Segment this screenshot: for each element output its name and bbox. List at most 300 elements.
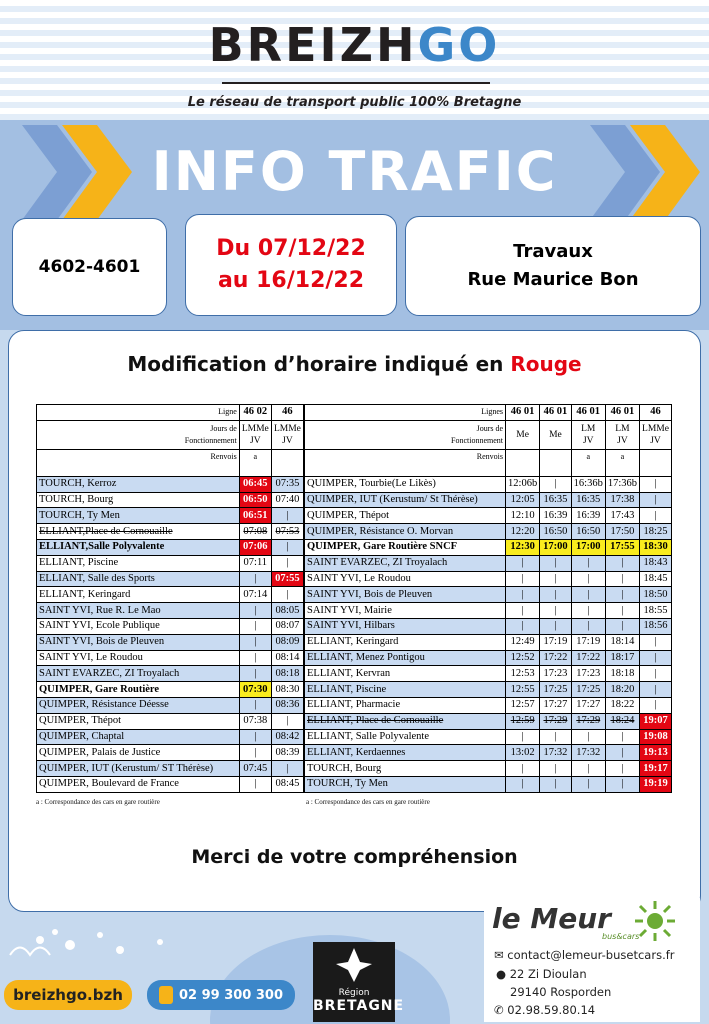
stop-name: TOURCH, Kerroz bbox=[37, 476, 240, 492]
departure-time: | bbox=[640, 508, 672, 524]
days-of-operation bbox=[239, 420, 271, 449]
departure-time: 17:36b bbox=[605, 476, 639, 492]
stop-name: QUIMPER, Chaptal bbox=[37, 729, 240, 745]
departure-time: | bbox=[640, 476, 672, 492]
departure-time: 16:50 bbox=[540, 524, 571, 540]
stop-name: ELLIANT,Place de Cornouaille bbox=[37, 524, 240, 540]
departure-time: | bbox=[605, 761, 639, 777]
reason-line2: Rue Maurice Bon bbox=[467, 269, 639, 290]
departure-time: | bbox=[239, 776, 271, 792]
timetable-row bbox=[37, 508, 304, 524]
departure-time: 13:02 bbox=[506, 745, 540, 761]
departure-time: 12:52 bbox=[506, 650, 540, 666]
departure-time: | bbox=[540, 618, 571, 634]
region-small: Région bbox=[338, 988, 370, 998]
breizhgo-logo: BREIZHGO bbox=[208, 18, 501, 72]
lines-text: 4602-4601 bbox=[38, 257, 141, 277]
logo-underline bbox=[222, 82, 490, 84]
departure-time: | bbox=[540, 603, 571, 619]
timetable-row bbox=[305, 587, 672, 603]
departure-time: | bbox=[239, 603, 271, 619]
stop-name: SAINT YVI, Le Roudou bbox=[305, 571, 506, 587]
departure-time: | bbox=[506, 587, 540, 603]
timetable-row bbox=[37, 745, 304, 761]
departure-time: 12:30 bbox=[506, 539, 540, 555]
departure-time: | bbox=[571, 587, 605, 603]
right-footnote: a : Correspondance des cars en gare routière bbox=[306, 798, 430, 806]
departure-time: | bbox=[239, 634, 271, 650]
info-trafic-title: INFO TRAFIC bbox=[151, 140, 558, 203]
departure-time: 19:17 bbox=[640, 761, 672, 777]
timetable-row bbox=[305, 634, 672, 650]
departure-time: 18:55 bbox=[640, 603, 672, 619]
timetable-row bbox=[37, 603, 304, 619]
departure-time: 08:07 bbox=[271, 618, 303, 634]
timetable-row bbox=[305, 682, 672, 698]
departure-time: 08:42 bbox=[271, 729, 303, 745]
departure-time: | bbox=[506, 571, 540, 587]
departure-time: | bbox=[540, 761, 571, 777]
departure-time: | bbox=[506, 555, 540, 571]
address-row bbox=[496, 967, 587, 981]
stop-name: SAINT YVI, Bois de Pleuven bbox=[305, 587, 506, 603]
departure-time: 07:40 bbox=[271, 492, 303, 508]
line-number: 46 01 bbox=[571, 405, 605, 421]
website-link[interactable] bbox=[4, 980, 132, 1010]
departure-time: 17:00 bbox=[571, 539, 605, 555]
departure-time: 17:27 bbox=[540, 697, 571, 713]
timetable-row bbox=[305, 776, 672, 792]
phone-pill[interactable] bbox=[147, 980, 295, 1010]
renvoi-mark bbox=[540, 449, 571, 476]
timetable-row bbox=[37, 697, 304, 713]
departure-time: 12:57 bbox=[506, 697, 540, 713]
timetable-row bbox=[37, 555, 304, 571]
timetable-row bbox=[305, 508, 672, 524]
departure-time: | bbox=[271, 539, 303, 555]
departure-time: | bbox=[239, 666, 271, 682]
departure-time: | bbox=[239, 618, 271, 634]
departure-time: | bbox=[571, 571, 605, 587]
departure-time: 17:19 bbox=[571, 634, 605, 650]
dates-line2: au 16/12/22 bbox=[217, 268, 365, 293]
reason-line1: Travaux bbox=[513, 241, 593, 262]
timetable-row bbox=[37, 492, 304, 508]
days-label-line1: Jours de bbox=[476, 423, 504, 433]
renvoi-mark: a bbox=[605, 449, 639, 476]
stop-name: QUIMPER, Thépot bbox=[305, 508, 506, 524]
tel-text: 02.98.59.80.14 bbox=[507, 1003, 596, 1017]
departure-time: 07:06 bbox=[239, 539, 271, 555]
days-text: LM bbox=[615, 423, 630, 434]
departure-time: | bbox=[271, 713, 303, 729]
departure-time: 19:19 bbox=[640, 776, 672, 792]
timetable-row bbox=[37, 571, 304, 587]
departure-time: | bbox=[605, 587, 639, 603]
stop-name: TOURCH, Ty Men bbox=[37, 508, 240, 524]
departure-time: 17:27 bbox=[571, 697, 605, 713]
days-label bbox=[305, 420, 506, 449]
departure-time: | bbox=[571, 603, 605, 619]
departure-time: | bbox=[540, 776, 571, 792]
departure-time: 08:18 bbox=[271, 666, 303, 682]
days-label-line2: Fonctionnement bbox=[451, 435, 504, 445]
lines-box bbox=[12, 218, 167, 316]
stop-name: SAINT YVI, Hilbars bbox=[305, 618, 506, 634]
departure-time: 18:56 bbox=[640, 618, 672, 634]
phone-text: 02 99 300 300 bbox=[178, 987, 284, 1003]
departure-time: 07:30 bbox=[239, 682, 271, 698]
departure-time: | bbox=[506, 761, 540, 777]
days-text: JV bbox=[250, 435, 261, 446]
days-text: Me bbox=[549, 429, 562, 440]
departure-time: | bbox=[605, 571, 639, 587]
sun-icon bbox=[634, 900, 676, 942]
departure-time: 17:23 bbox=[571, 666, 605, 682]
departure-time: | bbox=[239, 697, 271, 713]
stop-name: TOURCH, Bourg bbox=[305, 761, 506, 777]
line-number: 46 01 bbox=[506, 405, 540, 421]
departure-time: 07:11 bbox=[239, 555, 271, 571]
le-meur-logo: le Meur bbox=[492, 902, 611, 935]
departure-time: 12:20 bbox=[506, 524, 540, 540]
modification-subtitle: Modification d’horaire indiqué en Rouge bbox=[127, 352, 582, 376]
departure-time: | bbox=[239, 729, 271, 745]
departure-time: | bbox=[605, 776, 639, 792]
le-meur-box bbox=[484, 898, 700, 1022]
days-text: LMMe bbox=[241, 423, 269, 434]
departure-time: 08:14 bbox=[271, 650, 303, 666]
departure-time: 18:50 bbox=[640, 587, 672, 603]
departure-time: | bbox=[239, 745, 271, 761]
days-text: LM bbox=[581, 423, 596, 434]
departure-time: 18:24 bbox=[605, 713, 639, 729]
ermine-icon bbox=[334, 946, 374, 984]
departure-time: 18:17 bbox=[605, 650, 639, 666]
departure-time: 16:39 bbox=[540, 508, 571, 524]
stop-name: ELLIANT, Menez Pontigou bbox=[305, 650, 506, 666]
departure-time: 17:29 bbox=[540, 713, 571, 729]
departure-time: 17:32 bbox=[540, 745, 571, 761]
phone-icon bbox=[159, 986, 173, 1004]
timetable-row bbox=[37, 713, 304, 729]
stop-name: QUIMPER, IUT (Kerustum/ ST Thérèse) bbox=[37, 761, 240, 777]
stop-name: ELLIANT, Piscine bbox=[37, 555, 240, 571]
timetable-row bbox=[37, 682, 304, 698]
departure-time: | bbox=[540, 555, 571, 571]
departure-time: 07:08 bbox=[239, 524, 271, 540]
days-text: JV bbox=[582, 435, 594, 446]
departure-time: | bbox=[640, 634, 672, 650]
tagline: Le réseau de transport public 100% Bretagne bbox=[187, 95, 522, 110]
line-number: 46 02 bbox=[239, 405, 271, 421]
departure-time: 12:59 bbox=[506, 713, 540, 729]
days-text: JV bbox=[650, 435, 661, 446]
departure-time: | bbox=[640, 682, 672, 698]
address2-text: 29140 Rosporden bbox=[510, 985, 612, 999]
dates-line1: Du 07/12/22 bbox=[216, 236, 366, 261]
renvoi-mark: a bbox=[571, 449, 605, 476]
reason-box bbox=[405, 216, 701, 316]
departure-time: 17:00 bbox=[540, 539, 571, 555]
timetable-row bbox=[305, 492, 672, 508]
tel-row[interactable] bbox=[494, 1003, 595, 1017]
departure-time: | bbox=[640, 650, 672, 666]
timetable-row bbox=[37, 587, 304, 603]
departure-time: 08:36 bbox=[271, 697, 303, 713]
days-of-operation bbox=[605, 420, 639, 449]
line-number: 46 bbox=[640, 405, 672, 421]
departure-time: 08:05 bbox=[271, 603, 303, 619]
address1-text: 22 Zi Dioulan bbox=[509, 967, 587, 981]
renvoi-mark bbox=[271, 449, 303, 476]
days-label bbox=[37, 420, 240, 449]
renvoi-mark bbox=[640, 449, 672, 476]
header-row-renvois bbox=[305, 449, 672, 476]
timetable-row bbox=[305, 666, 672, 682]
days-of-operation bbox=[271, 420, 303, 449]
header-row-days bbox=[305, 420, 672, 449]
days-of-operation bbox=[540, 420, 571, 449]
le-meur-sub: bus&cars bbox=[602, 932, 640, 941]
days-label-line2: Fonctionnement bbox=[184, 435, 237, 445]
departure-time: | bbox=[640, 492, 672, 508]
days-of-operation bbox=[640, 420, 672, 449]
departure-time: 12:06b bbox=[506, 476, 540, 492]
days-text: LMMe bbox=[642, 423, 669, 434]
departure-time: | bbox=[605, 555, 639, 571]
stop-name: SAINT YVI, Rue R. Le Mao bbox=[37, 603, 240, 619]
departure-time: | bbox=[239, 571, 271, 587]
stop-name: SAINT EVARZEC, ZI Troyalach bbox=[305, 555, 506, 571]
timetable-row bbox=[37, 729, 304, 745]
departure-time: 06:50 bbox=[239, 492, 271, 508]
departure-time: | bbox=[640, 666, 672, 682]
departure-time: | bbox=[571, 555, 605, 571]
departure-time: | bbox=[605, 618, 639, 634]
stop-name: ELLIANT, Piscine bbox=[305, 682, 506, 698]
stop-name: SAINT YVI, Le Roudou bbox=[37, 650, 240, 666]
days-text: JV bbox=[617, 435, 628, 446]
departure-time: 12:10 bbox=[506, 508, 540, 524]
stop-name: QUIMPER, Résistance Déesse bbox=[37, 697, 240, 713]
stop-name: QUIMPER, Boulevard de France bbox=[37, 776, 240, 792]
header-label: Ligne bbox=[37, 405, 240, 421]
departure-time: 17:29 bbox=[571, 713, 605, 729]
departure-time: 07:38 bbox=[239, 713, 271, 729]
stop-name: ELLIANT, Salle Polyvalente bbox=[305, 729, 506, 745]
renvoi-mark bbox=[506, 449, 540, 476]
departure-time: 07:35 bbox=[271, 476, 303, 492]
departure-time: 19:13 bbox=[640, 745, 672, 761]
departure-time: 12:49 bbox=[506, 634, 540, 650]
departure-time: 16:35 bbox=[571, 492, 605, 508]
days-of-operation bbox=[506, 420, 540, 449]
departure-time: 18:22 bbox=[605, 697, 639, 713]
departure-time: | bbox=[605, 729, 639, 745]
departure-time: | bbox=[271, 587, 303, 603]
departure-time: 16:39 bbox=[571, 508, 605, 524]
departure-time: 08:30 bbox=[271, 682, 303, 698]
departure-time: | bbox=[571, 776, 605, 792]
departure-time: 17:32 bbox=[571, 745, 605, 761]
departure-time: 17:55 bbox=[605, 539, 639, 555]
stop-name: TOURCH, Bourg bbox=[37, 492, 240, 508]
stop-name: SAINT YVI, Mairie bbox=[305, 603, 506, 619]
departure-time: 17:19 bbox=[540, 634, 571, 650]
departure-time: | bbox=[239, 650, 271, 666]
departure-time: 07:14 bbox=[239, 587, 271, 603]
dates-box bbox=[185, 214, 397, 316]
departure-time: | bbox=[271, 555, 303, 571]
timetable-row bbox=[305, 571, 672, 587]
stop-name: QUIMPER, Gare Routière bbox=[37, 682, 240, 698]
departure-time: 17:25 bbox=[540, 682, 571, 698]
timetable-row bbox=[305, 603, 672, 619]
departure-time: | bbox=[271, 508, 303, 524]
departure-time: | bbox=[571, 618, 605, 634]
left-timetable bbox=[36, 404, 304, 793]
days-text: Me bbox=[516, 429, 529, 440]
header-row-lines bbox=[37, 405, 304, 421]
departure-time: 08:09 bbox=[271, 634, 303, 650]
timetable-row bbox=[37, 776, 304, 792]
timetable-row bbox=[37, 634, 304, 650]
email-text: contact@lemeur-busetcars.fr bbox=[507, 948, 675, 962]
departure-time: 12:05 bbox=[506, 492, 540, 508]
timetable-row bbox=[305, 650, 672, 666]
timetable-row bbox=[305, 761, 672, 777]
location-icon: ● bbox=[496, 967, 510, 981]
timetable-row bbox=[305, 745, 672, 761]
line-number: 46 bbox=[271, 405, 303, 421]
stop-name: QUIMPER, Palais de Justice bbox=[37, 745, 240, 761]
departure-time: 17:25 bbox=[571, 682, 605, 698]
departure-time: | bbox=[540, 587, 571, 603]
departure-time: 07:45 bbox=[239, 761, 271, 777]
mail-icon: ✉ bbox=[494, 948, 508, 962]
line-number: 46 01 bbox=[540, 405, 571, 421]
timetable-row bbox=[37, 761, 304, 777]
left-footnote: a : Correspondance des cars en gare routière bbox=[36, 798, 160, 806]
stop-name: ELLIANT, Place de Cornouaille bbox=[305, 713, 506, 729]
region-bretagne-logo bbox=[313, 942, 405, 1022]
departure-time: 12:55 bbox=[506, 682, 540, 698]
departure-time: | bbox=[506, 618, 540, 634]
departure-time: 06:45 bbox=[239, 476, 271, 492]
stop-name: ELLIANT, Kervran bbox=[305, 666, 506, 682]
stop-name: ELLIANT, Salle des Sports bbox=[37, 571, 240, 587]
timetable-row bbox=[305, 713, 672, 729]
header-row-lines bbox=[305, 405, 672, 421]
right-timetable bbox=[304, 404, 672, 793]
timetable-row bbox=[305, 729, 672, 745]
departure-time: 17:38 bbox=[605, 492, 639, 508]
stop-name: ELLIANT,Salle Polyvalente bbox=[37, 539, 240, 555]
timetable-row bbox=[37, 539, 304, 555]
departure-time: 18:45 bbox=[640, 571, 672, 587]
timetable-row bbox=[37, 476, 304, 492]
departure-time: | bbox=[271, 761, 303, 777]
departure-time: 16:50 bbox=[571, 524, 605, 540]
timetable-row bbox=[37, 666, 304, 682]
departure-time: | bbox=[640, 697, 672, 713]
departure-time: 16:35 bbox=[540, 492, 571, 508]
days-of-operation bbox=[571, 420, 605, 449]
departure-time: | bbox=[540, 571, 571, 587]
stop-name: QUIMPER, IUT (Kerustum/ St Thérèse) bbox=[305, 492, 506, 508]
email-row[interactable] bbox=[494, 948, 675, 962]
timetable-row bbox=[37, 524, 304, 540]
region-big: BRETAGNE bbox=[313, 998, 405, 1014]
header-label: Lignes bbox=[305, 405, 506, 421]
header-row-days bbox=[37, 420, 304, 449]
timetable-row bbox=[37, 650, 304, 666]
departure-time: 07:53 bbox=[271, 524, 303, 540]
website-text: breizhgo.bzh bbox=[13, 986, 123, 1004]
departure-time: 18:18 bbox=[605, 666, 639, 682]
departure-time: 18:25 bbox=[640, 524, 672, 540]
departure-time: 17:50 bbox=[605, 524, 639, 540]
timetable-row bbox=[305, 476, 672, 492]
days-text: JV bbox=[282, 435, 293, 446]
departure-time: 18:30 bbox=[640, 539, 672, 555]
departure-time: | bbox=[605, 745, 639, 761]
departure-time: 18:14 bbox=[605, 634, 639, 650]
departure-time: 17:22 bbox=[571, 650, 605, 666]
header-row-renvois bbox=[37, 449, 304, 476]
departure-time: 17:22 bbox=[540, 650, 571, 666]
stop-name: ELLIANT, Pharmacie bbox=[305, 697, 506, 713]
departure-time: 07:55 bbox=[271, 571, 303, 587]
departure-time: 19:07 bbox=[640, 713, 672, 729]
days-text: LMMe bbox=[273, 423, 301, 434]
stop-name: ELLIANT, Kerdaennes bbox=[305, 745, 506, 761]
departure-time: 17:43 bbox=[605, 508, 639, 524]
stop-name: ELLIANT, Keringard bbox=[305, 634, 506, 650]
stop-name: QUIMPER, Tourbie(Le Likès) bbox=[305, 476, 506, 492]
departure-time: 18:20 bbox=[605, 682, 639, 698]
departure-time: 17:23 bbox=[540, 666, 571, 682]
departure-time: 12:53 bbox=[506, 666, 540, 682]
departure-time: 18:43 bbox=[640, 555, 672, 571]
departure-time: | bbox=[540, 476, 571, 492]
telephone-icon: ✆ bbox=[494, 1003, 508, 1017]
departure-time: | bbox=[605, 603, 639, 619]
stop-name: QUIMPER, Gare Routière SNCF bbox=[305, 539, 506, 555]
departure-time: 08:39 bbox=[271, 745, 303, 761]
stop-name: SAINT YVI, Ecole Publique bbox=[37, 618, 240, 634]
stop-name: ELLIANT, Keringard bbox=[37, 587, 240, 603]
departure-time: | bbox=[571, 761, 605, 777]
thanks-message: Merci de votre compréhension bbox=[191, 846, 518, 868]
timetable-row bbox=[305, 524, 672, 540]
departure-time: | bbox=[506, 776, 540, 792]
stop-name: QUIMPER, Résistance O. Morvan bbox=[305, 524, 506, 540]
days-label-line1: Jours de bbox=[210, 423, 237, 433]
timetable-row bbox=[305, 697, 672, 713]
departure-time: 16:36b bbox=[571, 476, 605, 492]
departure-time: 08:45 bbox=[271, 776, 303, 792]
timetable-row bbox=[305, 618, 672, 634]
renvoi-mark: a bbox=[239, 449, 271, 476]
line-number: 46 01 bbox=[605, 405, 639, 421]
departure-time: | bbox=[506, 729, 540, 745]
stop-name: QUIMPER, Thépot bbox=[37, 713, 240, 729]
renvois-label: Renvois bbox=[37, 449, 240, 476]
departure-time: | bbox=[540, 729, 571, 745]
departure-time: | bbox=[506, 603, 540, 619]
